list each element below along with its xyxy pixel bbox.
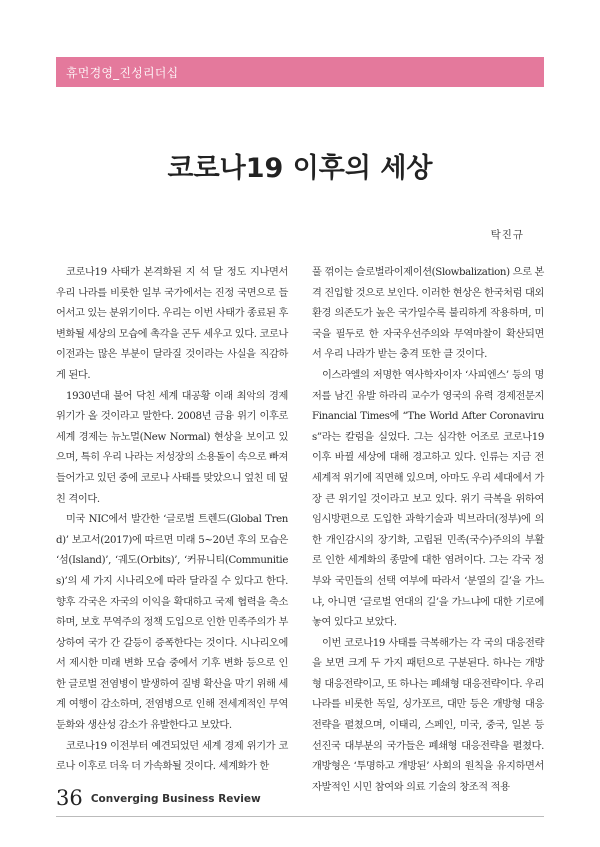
author-name: 탁진규 [490, 229, 524, 241]
page-footer [56, 786, 261, 810]
footer-divider [56, 816, 544, 817]
section-header-bar [56, 57, 544, 87]
paragraph: 이스라엘의 저명한 역사학자이자 ‘사피엔스’ 등의 명저를 남긴 유발 하라리 교수가 영국의 유력 경제전문지 Financial Times에 “The World After Coronavirus”라는 칼럼을 실었다. 그는 심각한 어조로 코로나19 이후 바뀔 세상에 대해 경고하고 있다. 인류는 지금 전세계적 위기에 직면해 있으며, 아마도 우리 세대에서 가장 큰 위기일 것이라고 보고 있다. 위기 극복을 위하여 임시방편으로 도입한 과학기술과 빅브라더(정부)에 의한 개인감시의 장기화, 고립된 민족(국수)주의의 부활로 인한 세계화의 종말에 대한 염려이다. 그는 각국 정부와 국민들의 선택 여부에 따라서 ‘분열의 길’을 가느냐, 아니면 ‘글로벌 연대의 길’을 가느냐에 대한 기로에 놓여 있다고 보았다. [312, 369, 544, 629]
article-title: 코로나19 이후의 세상 [167, 153, 433, 184]
right-column [312, 263, 544, 798]
paragraph: 코로나19 이전부터 예견되었던 세계 경제 위기가 코로나 이후로 더욱 더 가속화될 것이다. 세계화가 한 [56, 740, 288, 773]
paragraph: 1930년대 불어 닥친 세계 대공황 이래 최악의 경제위기가 올 것이라고 말한다. 2008년 금융 위기 이후로 세계 경제는 뉴노멀(New Normal) 현상을 보이고 있으며, 특히 우리 나라는 저성장의 소용돌이 속으로 빠져 들어가고 있던 중에 코로나 사태를 맞았으니 엎친 데 덮친 격이다. [56, 390, 288, 505]
paragraph: 풀 꺾이는 슬로벌라이제이션(Slowbalization) 으로 본격 진입할 것으로 보인다. 이러한 현상은 한국처럼 대외 환경 의존도가 높은 국가일수록 불리하게 작용하며, 미국을 필두로 한 자국우선주의와 무역마찰이 확산되면서 우리 나라가 받는 충격 또한 클 것이다. [312, 267, 544, 361]
section-label: 휴먼경영_진성리더십 [66, 66, 179, 80]
paragraph: 미국 NIC에서 발간한 ‘글로벌 트렌드(Global Trend)’ 보고서(2017)에 따르면 미래 5~20년 후의 모습은 ‘섬(Island)’, ‘궤도(Orbits)’, ‘커뮤니티(Communities)’의 세 가지 시나리오에 따라 달라질 수 있다고 한다. 향후 각국은 자국의 이익을 확대하고 국제 협력을 축소하며, 보호 무역주의 정책 도입으로 인한 민족주의가 부상하여 국가 간 갈등이 증폭한다는 것이다. 시나리오에서 제시한 미래 변화 모습 중에서 기후 변화 등으로 인한 글로벌 전염병이 발생하여 질병 확산을 막기 위해 세계 여행이 감소하며, 전염병으로 인해 전세계적인 무역 둔화와 생산성 감소가 유발한다고 보았다. [56, 514, 288, 732]
left-column [56, 263, 288, 778]
page-number: 36 [56, 786, 83, 810]
paragraph: 이번 코로나19 사태를 극복해가는 각 국의 대응전략을 보면 크게 두 가지 패턴으로 구분된다. 하나는 개방형 대응전략이고, 또 하나는 폐쇄형 대응전략이다. 우리나라를 비롯한 독일, 싱가포르, 대만 등은 개방형 대응전략을 펼쳤으며, 이태리, 스페인, 미국, 중국, 일본 등 선진국 대부분의 국가들은 폐쇄형 대응전략을 펼쳤다. 개방형은 ‘투명하고 개방된’ 사회의 원칙을 유지하면서 자발적인 시민 참여와 의료 기술의 창조적 적용 [312, 637, 544, 793]
journal-name: Converging Business Review [90, 793, 261, 805]
paragraph: 코로나19 사태가 본격화된 지 석 달 정도 지나면서 우리 나라를 비롯한 일부 국가에서는 진정 국면으로 들어서고 있는 분위기이다. 우리는 이번 사태가 종료된 후 변화될 세상의 모습에 촉각을 곤두 세우고 있다. 코로나 이전과는 많은 부분이 달라질 것이라는 사실을 직감하게 된다. [56, 267, 288, 381]
